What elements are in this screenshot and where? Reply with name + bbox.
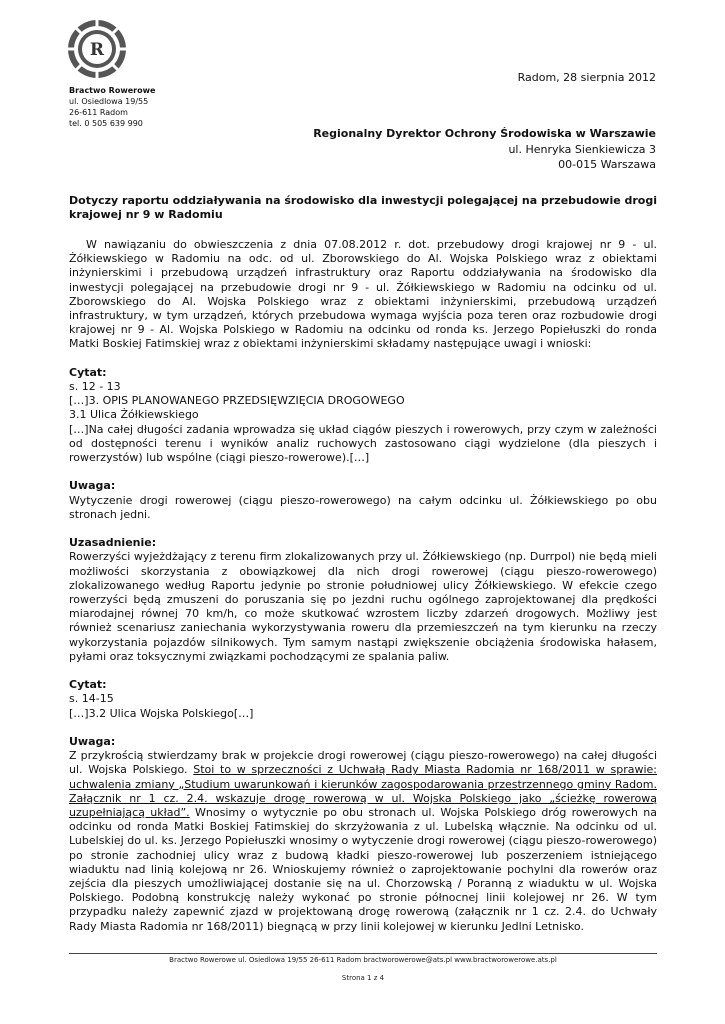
intro-paragraph: W nawiązaniu do obwieszczenia z dnia 07.08.2012 r. dot. przebudowy drogi krajowej nr 9 - ul. Żółkiewskiego w Radomiu na odc. od ul. Zborowskiego do Al. Wojska Polskiego wraz z obiektami inżynierskimi i przebudową urządzeń infrastruktury oraz Raportu oddziaływania na środowisko dla inwestycji polegającej na przebudowie drogi nr 9 - ul. Żółkiewskiego w Radomiu na odcinku od ul. Zborowskiego do Al. Wojska Polskiego wraz z obiektami inżynierskimi, przebudową urządzeń infrastruktury, w tym urządzeń, których przebudowa wymaga wyjścia poza teren oraz rozbudowie drogi krajowej nr 9 - Al. Wojska Polskiego w Radomiu na odcinku od ronda ks. Jerzego Popiełuszki do ronda Matki Boskiej Fatimskiej wraz z obiektami inżynierskimi składamy następujące uwagi i wnioski: (69, 238, 657, 351)
uwaga-text-2-part2: Wnosimy o wytycznie po obu stronach ul. Wojska Polskiego dróg rowerowych na odcinku od ronda Matki Boskiej Fatimskiej do skrzyżowania z ul. Lubelską włącznie. Na odcinku od ul. Lubelskiej do ul. ks. Jerzego Popiełuszki wnosimy o wytyczenie drogi rowerowej (ciągu pieszo-rowerowego) po stronie zachodniej ulicy wraz z budową kładki pieszo-rowerowej lub poszerzeniem istniejącego wiaduktu nad linią kolejową nr 26. Wnioskujemy również o zaprojektowanie pochylni dla rowerów oraz zejścia dla pieszych umożliwiającej dostanie się na ul. Chorzowską / Poranną z wiaduktu w ul. Wojska Polskiego. Podobną konstrukcję należy wykonać po stronie północnej linii kolejowej nr 26. W tym przypadku należy zapewnić zjazd w projektowaną drogę rowerową (załącznik nr 1 cz. 2.4. do Uchwały Rady Miasta Radomia nr 168/2011) biegnącą w przy linii kolejowej w kierunku Jedlni Letnisko. (69, 806, 657, 933)
cytat-heading-2: Cytat: (69, 678, 107, 692)
uzasadnienie-text: Rowerzyści wyjeżdżający z terenu firm zlokalizowanych przy ul. Żółkiewskiego (np. Durrpol) nie będą mieli możliwości skorzystania z obowiązkowej dla nich drogi rowerowej (ciągu pieszo-rowerowego) zlokalizowanego według Raportu jedynie po stronie południowej ulicy Żółkiewskiego. W efekcie czego rowerzyści będą zmuszeni do poruszania się po jezdni ruchu ogólnego zaprojektowanej dla prędkości miarodajnej równej 70 km/h, co może skutkować wzrostem liczby zdarzeń drogowych. Możliwy jest również scenariusz zaniechania wykorzystywania roweru dla przemieszczeń na tym kierunku na rzeczy wykorzystania pojazdów silnikowych. Tym samym nastąpi zwiększenie obciążenia środowiska hałasem, pyłami oraz toksycznymi związkami pochodzącymi ze spalania paliw. (69, 550, 657, 663)
sender-street: ul. Osiedlowa 19/55 (69, 97, 149, 106)
sender-city: 26-611 Radom (69, 108, 128, 117)
cytat-quote-1: […]Na całej długości zadania wprowadza się układ ciągów pieszych i rowerowych, przy czym w zależności od dostępności terenu i wyników analiz ruchowych zastosowano ciągi wydzielone (dla pieszych i rowerzystów) lub wspólne (ciągi pieszo-rowerowe).[…] (69, 422, 657, 465)
cytat-line-1a: […]3. OPIS PLANOWANEGO PRZEDSIĘWZIĘCIA DROGOWEGO (69, 394, 405, 408)
page-number: Strona 1 z 4 (341, 974, 385, 982)
uwaga-text-2-underlined: Stoi to w sprzeczności z Uchwałą Rady Miasta Radomia nr 168/2011 w sprawie: uchwalenia zmiany „Studium uwarunkowań i kierunków zagospodarowania przestrzennego gminy Radom. Załącznik nr 1 cz. 2.4. wskazuje drogę rowerową w ul. Wojska Polskiego jako „ścieżkę rowerową uzupełniającą układ”. (69, 763, 657, 820)
cytat-pages-1: s. 12 - 13 (69, 380, 121, 394)
cytat-line-2: […]3.2 Ulica Wojska Polskiego[…] (69, 706, 254, 720)
recipient-address (313, 126, 656, 173)
letter-subject: Dotyczy raportu oddziaływania na środowisko dla inwestycji polegającej na przebudowie drogi krajowej nr 9 w Radomiu (69, 194, 658, 221)
uwaga-text-1: Wytyczenie drogi rowerowej (ciągu pieszo-rowerowego) na całym odcinku ul. Żółkiewskiego po obu stronach jedni. (69, 493, 657, 521)
letter-body (69, 238, 657, 934)
uwaga-text-2 (69, 749, 657, 934)
cytat-pages-2: s. 14-15 (69, 692, 114, 706)
uwaga-text-2-part1: Z przykrością stwierdzamy brak w projekcie drogi rowerowej (ciągu pieszo-rowerowego) na całej długości ul. Wojska Polskiego. (69, 749, 657, 777)
footer-divider (69, 953, 657, 954)
recipient-street: ul. Henryka Sienkiewicza 3 (508, 142, 656, 156)
footer-contact: Bractwo Rowerowe ul. Osiedlowa 19/55 26-611 Radom bractworowerowe@ats.pl www.bractworowerowe.ats.pl (169, 956, 557, 964)
logo-letter: R (89, 40, 105, 60)
recipient-city: 00-015 Warszawa (558, 158, 656, 171)
bicycle-chainring-logo-icon (66, 18, 128, 80)
sender-name: Bractwo Rowerowe (69, 86, 156, 95)
cytat-heading-1: Cytat: (69, 365, 107, 379)
cytat-line-1b: 3.1 Ulica Żółkiewskiego (69, 408, 199, 422)
recipient-title: Regionalny Dyrektor Ochrony Środowiska w Warszawie (313, 127, 656, 140)
uzasadnienie-heading: Uzasadnienie: (69, 536, 157, 550)
sender-address (69, 85, 155, 129)
uwaga-heading-2: Uwaga: (69, 735, 116, 749)
letter-date: Radom, 28 sierpnia 2012 (517, 71, 656, 84)
sender-phone: tel. 0 505 639 990 (69, 119, 143, 128)
uwaga-heading-1: Uwaga: (69, 479, 116, 493)
